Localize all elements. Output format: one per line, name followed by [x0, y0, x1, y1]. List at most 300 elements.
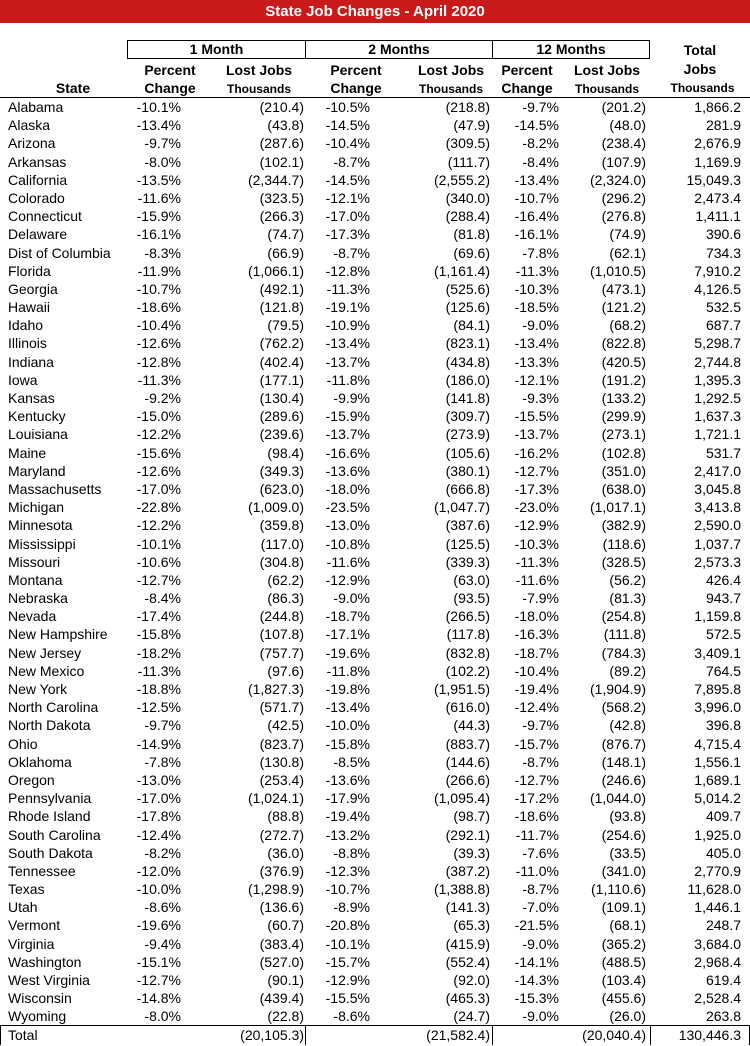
state-name: Wyoming [8, 1008, 67, 1025]
header-percent-2: Percent [330, 62, 382, 78]
lost-jobs-1-month: (527.0) [259, 953, 304, 970]
percent-change-2-months: -9.9% [333, 390, 370, 406]
lost-jobs-2-months: (117.8) [446, 626, 490, 643]
state-name: Louisiana [8, 426, 68, 443]
state-name: Texas [8, 881, 45, 898]
percent-change-2-months: -17.0% [325, 208, 370, 225]
table-row [0, 444, 750, 462]
percent-change-2-months: -13.4% [325, 335, 370, 352]
lost-jobs-12-months: (81.3) [609, 590, 646, 607]
header-percent-12: Percent [501, 62, 553, 78]
percent-change-1-month: -9.4% [144, 935, 181, 952]
percent-change-2-months: -13.7% [325, 353, 370, 370]
percent-change-1-month: -14.8% [136, 990, 181, 1007]
lost-jobs-1-month: (1,066.1) [247, 262, 304, 279]
percent-change-12-months: -7.6% [522, 844, 559, 861]
lost-jobs-12-months: (822.8) [601, 335, 646, 352]
total-jobs: 3,684.0 [694, 935, 741, 952]
lost-jobs-12-months: (420.5) [601, 353, 646, 370]
percent-change-12-months: -9.0% [522, 935, 559, 952]
state-name: Indiana [8, 353, 54, 370]
lost-jobs-2-months: (292.1) [445, 826, 490, 843]
lost-jobs-2-months: (1,951.5) [433, 681, 490, 697]
total-label: Total [8, 1027, 38, 1043]
percent-change-12-months: -12.7% [514, 462, 559, 479]
lost-jobs-1-month: (136.6) [259, 899, 304, 916]
percent-change-12-months: -7.8% [522, 244, 559, 261]
percent-change-2-months: -13.7% [325, 426, 370, 443]
state-name: Minnesota [8, 517, 73, 534]
total-lost-jobs-2-months: (21,582.4) [426, 1027, 490, 1043]
state-table-body [0, 98, 750, 1026]
table-row [0, 1007, 750, 1025]
header-change-2: Change [330, 80, 382, 96]
percent-change-12-months: -21.5% [514, 917, 559, 934]
percent-change-12-months: -11.0% [515, 862, 559, 879]
total-jobs: 281.9 [705, 117, 741, 134]
percent-change-1-month: -9.7% [144, 135, 181, 152]
lost-jobs-1-month: (130.4) [259, 390, 304, 406]
lost-jobs-12-months: (26.0) [609, 1008, 646, 1025]
table-row [0, 498, 750, 516]
lost-jobs-2-months: (883.7) [445, 735, 490, 752]
percent-change-2-months: -18.0% [325, 480, 370, 497]
state-name: New York [8, 681, 68, 697]
percent-change-2-months: -17.1% [325, 626, 370, 643]
lost-jobs-12-months: (201.2) [601, 99, 646, 115]
percent-change-12-months: -9.7% [522, 99, 559, 115]
total-jobs: 1,169.9 [694, 153, 741, 170]
lost-jobs-12-months: (107.9) [601, 153, 646, 170]
total-jobs: 764.5 [705, 662, 741, 679]
total-jobs: 2,968.4 [694, 953, 741, 970]
lost-jobs-2-months: (218.8) [445, 99, 490, 115]
lost-jobs-12-months: (254.8) [601, 608, 646, 625]
lost-jobs-12-months: (93.8) [609, 808, 646, 825]
lost-jobs-1-month: (757.7) [259, 644, 304, 661]
lost-jobs-2-months: (552.4) [445, 953, 490, 970]
lost-jobs-12-months: (876.7) [601, 735, 646, 752]
lost-jobs-12-months: (133.2) [601, 390, 646, 406]
percent-change-2-months: -17.3% [325, 226, 370, 243]
total-jobs: 1,721.1 [694, 426, 741, 443]
percent-change-12-months: -14.5% [514, 117, 559, 134]
lost-jobs-1-month: (359.8) [259, 517, 304, 534]
lost-jobs-12-months: (455.6) [601, 990, 646, 1007]
lost-jobs-2-months: (1,388.8) [433, 881, 490, 898]
lost-jobs-12-months: (328.5) [601, 553, 646, 570]
lost-jobs-12-months: (1,044.0) [589, 790, 646, 807]
lost-jobs-2-months: (832.8) [445, 644, 490, 661]
lost-jobs-12-months: (68.2) [609, 317, 646, 334]
lost-jobs-12-months: (118.6) [602, 535, 646, 552]
lost-jobs-2-months: (39.3) [453, 844, 490, 861]
total-jobs: 263.8 [705, 1008, 741, 1025]
total-jobs-sum: 130,446.3 [678, 1027, 741, 1043]
percent-change-2-months: -9.0% [333, 590, 370, 607]
total-jobs: 1,395.3 [694, 371, 741, 388]
percent-change-1-month: -14.9% [136, 735, 181, 752]
lost-jobs-2-months: (340.0) [445, 189, 490, 206]
table-row [0, 989, 750, 1007]
lost-jobs-12-months: (238.4) [601, 135, 646, 152]
lost-jobs-1-month: (1,827.3) [247, 681, 304, 697]
percent-change-1-month: -12.7% [136, 571, 181, 588]
percent-change-2-months: -19.1% [325, 299, 370, 316]
percent-change-2-months: -8.5% [333, 753, 370, 770]
percent-change-1-month: -12.2% [136, 426, 181, 443]
table-row [0, 316, 750, 334]
total-jobs: 1,866.2 [694, 99, 741, 115]
percent-change-2-months: -8.6% [333, 1008, 370, 1025]
lost-jobs-2-months: (92.0) [453, 972, 490, 988]
percent-change-12-months: -18.7% [514, 644, 559, 661]
lost-jobs-2-months: (1,047.7) [433, 499, 490, 516]
total-jobs: 619.4 [705, 972, 741, 988]
total-jobs: 531.7 [705, 444, 741, 461]
percent-change-2-months: -18.7% [325, 608, 370, 625]
percent-change-2-months: -8.7% [333, 244, 370, 261]
percent-change-12-months: -16.1% [514, 226, 559, 243]
state-name: New Mexico [8, 662, 85, 679]
percent-change-1-month: -17.8% [136, 808, 181, 825]
lost-jobs-1-month: (439.4) [259, 990, 304, 1007]
percent-change-2-months: -10.9% [325, 317, 370, 334]
table-row [0, 680, 750, 698]
lost-jobs-2-months: (102.2) [445, 662, 490, 679]
lost-jobs-1-month: (117.0) [260, 535, 304, 552]
percent-change-2-months: -10.0% [325, 717, 370, 734]
state-name: Kansas [8, 390, 55, 406]
percent-change-2-months: -17.9% [325, 790, 370, 807]
state-name: West Virginia [8, 972, 90, 988]
lost-jobs-1-month: (349.3) [259, 462, 304, 479]
percent-change-1-month: -8.3% [144, 244, 181, 261]
lost-jobs-1-month: (244.8) [259, 608, 304, 625]
percent-change-1-month: -15.8% [136, 626, 181, 643]
table-row [0, 935, 750, 953]
state-name: Nevada [8, 608, 57, 625]
table-row [0, 880, 750, 898]
percent-change-1-month: -13.0% [136, 771, 181, 788]
lost-jobs-1-month: (79.5) [267, 317, 304, 334]
lost-jobs-12-months: (1,904.9) [589, 681, 646, 697]
total-jobs: 2,744.8 [694, 353, 741, 370]
lost-jobs-1-month: (210.4) [259, 99, 304, 115]
lost-jobs-12-months: (246.6) [601, 771, 646, 788]
percent-change-12-months: -9.3% [522, 390, 559, 406]
lost-jobs-2-months: (111.7) [447, 153, 490, 170]
percent-change-1-month: -19.6% [136, 917, 181, 934]
percent-change-12-months: -12.7% [514, 771, 559, 788]
percent-change-1-month: -17.4% [136, 608, 181, 625]
lost-jobs-12-months: (1,017.1) [589, 499, 646, 516]
table-row [0, 662, 750, 680]
state-name: Utah [8, 899, 38, 916]
table-row [0, 389, 750, 407]
percent-change-12-months: -18.6% [514, 808, 559, 825]
header-lost-jobs-2: Lost Jobs [417, 62, 485, 78]
percent-change-1-month: -11.3% [137, 371, 181, 388]
percent-change-12-months: -17.2% [514, 790, 559, 807]
lost-jobs-2-months: (84.1) [453, 317, 490, 334]
table-row [0, 171, 750, 189]
percent-change-2-months: -19.6% [325, 644, 370, 661]
state-name: Iowa [8, 371, 38, 388]
lost-jobs-12-months: (68.1) [609, 917, 646, 934]
percent-change-1-month: -8.0% [144, 153, 181, 170]
lost-jobs-12-months: (488.5) [601, 953, 646, 970]
percent-change-2-months: -16.6% [325, 444, 370, 461]
table-row [0, 826, 750, 844]
lost-jobs-12-months: (254.6) [601, 826, 646, 843]
percent-change-1-month: -12.5% [136, 699, 181, 716]
table-row [0, 953, 750, 971]
lost-jobs-12-months: (365.2) [601, 935, 646, 952]
state-name: Washington [8, 953, 82, 970]
percent-change-12-months: -16.2% [514, 444, 559, 461]
lost-jobs-2-months: (616.0) [445, 699, 490, 716]
total-jobs: 2,573.3 [694, 553, 741, 570]
table-row [0, 462, 750, 480]
total-jobs: 687.7 [705, 317, 741, 334]
lost-jobs-12-months: (191.2) [601, 371, 646, 388]
lost-jobs-2-months: (434.8) [445, 353, 490, 370]
lost-jobs-12-months: (121.2) [601, 299, 646, 316]
percent-change-2-months: -8.8% [333, 844, 370, 861]
percent-change-1-month: -12.2% [136, 517, 181, 534]
total-jobs: 1,292.5 [694, 390, 741, 406]
lost-jobs-2-months: (266.6) [445, 771, 490, 788]
percent-change-12-months: -13.4% [514, 335, 559, 352]
lost-jobs-12-months: (638.0) [601, 480, 646, 497]
state-name: Arizona [8, 135, 56, 152]
percent-change-1-month: -10.1% [136, 535, 181, 552]
table-row [0, 407, 750, 425]
lost-jobs-1-month: (272.7) [259, 826, 304, 843]
page-title: State Job Changes - April 2020 [0, 0, 750, 23]
percent-change-12-months: -15.5% [514, 408, 559, 425]
lost-jobs-1-month: (66.9) [267, 244, 304, 261]
lost-jobs-1-month: (2,344.7) [247, 171, 304, 188]
lost-jobs-12-months: (74.9) [609, 226, 646, 243]
table-row [0, 516, 750, 534]
total-jobs: 3,045.8 [694, 480, 741, 497]
percent-change-2-months: -11.8% [326, 662, 370, 679]
total-jobs: 2,528.4 [694, 990, 741, 1007]
header-thousands-1: Thousands [226, 82, 291, 96]
total-jobs: 2,590.0 [694, 517, 741, 534]
lost-jobs-12-months: (1,110.6) [591, 881, 646, 898]
lost-jobs-2-months: (141.8) [445, 390, 490, 406]
percent-change-12-months: -13.3% [514, 353, 559, 370]
lost-jobs-1-month: (253.4) [259, 771, 304, 788]
lost-jobs-2-months: (24.7) [453, 1008, 490, 1025]
percent-change-1-month: -9.7% [144, 717, 181, 734]
percent-change-1-month: -18.6% [136, 299, 181, 316]
total-jobs: 405.0 [705, 844, 741, 861]
lost-jobs-1-month: (36.0) [267, 844, 304, 861]
table-row [0, 916, 750, 934]
table-row [0, 862, 750, 880]
percent-change-1-month: -9.2% [144, 390, 181, 406]
table-row [0, 607, 750, 625]
total-jobs: 1,925.0 [694, 826, 741, 843]
percent-change-1-month: -12.8% [136, 353, 181, 370]
lost-jobs-12-months: (568.2) [601, 699, 646, 716]
total-jobs: 1,637.3 [694, 408, 741, 425]
lost-jobs-1-month: (88.8) [267, 808, 304, 825]
lost-jobs-1-month: (571.7) [259, 699, 304, 716]
lost-jobs-2-months: (93.5) [453, 590, 490, 607]
percent-change-1-month: -17.0% [136, 790, 181, 807]
lost-jobs-12-months: (351.0) [601, 462, 646, 479]
table-row [0, 898, 750, 916]
percent-change-12-months: -10.4% [514, 662, 559, 679]
percent-change-2-months: -15.9% [325, 408, 370, 425]
percent-change-12-months: -12.1% [514, 371, 559, 388]
percent-change-12-months: -9.0% [522, 1008, 559, 1025]
lost-jobs-2-months: (81.8) [453, 226, 490, 243]
lost-jobs-2-months: (144.6) [445, 753, 490, 770]
percent-change-1-month: -13.4% [136, 117, 181, 134]
lost-jobs-1-month: (107.8) [259, 626, 304, 643]
percent-change-12-months: -12.4% [514, 699, 559, 716]
percent-change-2-months: -10.7% [325, 881, 370, 898]
percent-change-2-months: -11.8% [326, 371, 370, 388]
percent-change-12-months: -19.4% [514, 681, 559, 697]
table-row [0, 134, 750, 152]
lost-jobs-2-months: (339.3) [445, 553, 490, 570]
percent-change-2-months: -12.3% [325, 862, 370, 879]
percent-change-2-months: -12.1% [325, 189, 370, 206]
percent-change-1-month: -11.3% [137, 662, 181, 679]
lost-jobs-1-month: (74.7) [267, 226, 304, 243]
total-jobs: 7,910.2 [694, 262, 741, 279]
lost-jobs-1-month: (62.2) [267, 571, 304, 588]
percent-change-2-months: -11.6% [326, 553, 370, 570]
state-name: Hawaii [8, 299, 51, 316]
lost-jobs-2-months: (63.0) [453, 571, 490, 588]
lost-jobs-2-months: (525.6) [445, 280, 490, 297]
percent-change-1-month: -7.8% [144, 753, 181, 770]
percent-change-2-months: -11.3% [326, 280, 370, 297]
percent-change-12-months: -23.0% [514, 499, 559, 516]
header-change-1: Change [144, 80, 196, 96]
state-name: Florida [8, 262, 51, 279]
state-name: Illinois [8, 335, 47, 352]
header-thousands-12: Thousands [574, 82, 639, 96]
lost-jobs-1-month: (43.8) [267, 117, 304, 134]
percent-change-1-month: -12.7% [136, 972, 181, 988]
total-jobs: 11,628.0 [687, 881, 741, 898]
percent-change-12-months: -8.4% [522, 153, 559, 170]
state-name: South Carolina [8, 826, 101, 843]
lost-jobs-2-months: (141.3) [445, 899, 490, 916]
table-row [0, 189, 750, 207]
header-lost-jobs-1: Lost Jobs [225, 62, 293, 78]
lost-jobs-1-month: (1,298.9) [247, 881, 304, 898]
table-row [0, 480, 750, 498]
percent-change-12-months: -14.3% [514, 972, 559, 988]
percent-change-12-months: -18.5% [514, 299, 559, 316]
percent-change-2-months: -15.8% [325, 735, 370, 752]
group-header-1-month: 1 Month [127, 40, 306, 59]
table-row [0, 844, 750, 862]
lost-jobs-2-months: (666.8) [445, 480, 490, 497]
lost-jobs-1-month: (130.8) [259, 753, 304, 770]
lost-jobs-2-months: (415.9) [445, 935, 490, 952]
state-name: Michigan [8, 499, 65, 516]
lost-jobs-1-month: (86.3) [267, 590, 304, 607]
percent-change-12-months: -11.3% [515, 553, 559, 570]
percent-change-2-months: -12.9% [325, 571, 370, 588]
lost-jobs-1-month: (42.5) [267, 717, 304, 734]
percent-change-2-months: -10.4% [325, 135, 370, 152]
total-jobs: 15,049.3 [686, 171, 741, 188]
percent-change-2-months: -13.2% [325, 826, 370, 843]
total-jobs: 3,413.8 [694, 499, 741, 516]
lost-jobs-12-months: (1,010.5) [589, 262, 646, 279]
lost-jobs-1-month: (383.4) [259, 935, 304, 952]
table-row [0, 571, 750, 589]
percent-change-2-months: -15.7% [325, 953, 370, 970]
percent-change-2-months: -19.8% [325, 681, 370, 697]
lost-jobs-1-month: (98.4) [267, 444, 304, 461]
percent-change-2-months: -10.5% [325, 99, 370, 115]
percent-change-2-months: -14.5% [325, 117, 370, 134]
percent-change-12-months: -8.7% [522, 753, 559, 770]
lost-jobs-2-months: (387.6) [445, 517, 490, 534]
lost-jobs-1-month: (762.2) [259, 335, 304, 352]
table-row [0, 789, 750, 807]
percent-change-12-months: -11.3% [515, 262, 559, 279]
percent-change-12-months: -10.3% [514, 535, 559, 552]
lost-jobs-1-month: (121.8) [259, 299, 304, 316]
total-jobs: 943.7 [705, 590, 741, 607]
lost-jobs-12-months: (382.9) [601, 517, 646, 534]
percent-change-1-month: -15.0% [136, 408, 181, 425]
total-jobs: 396.8 [705, 717, 741, 734]
group-header-12-months: 12 Months [492, 40, 650, 59]
table-row [0, 753, 750, 771]
state-name: North Carolina [8, 699, 99, 716]
state-name: Ohio [8, 735, 38, 752]
percent-change-1-month: -10.4% [136, 317, 181, 334]
total-jobs: 734.3 [705, 244, 741, 261]
percent-change-12-months: -13.4% [514, 171, 559, 188]
percent-change-12-months: -8.7% [522, 881, 559, 898]
state-name: Delaware [8, 226, 68, 243]
lost-jobs-1-month: (304.8) [259, 553, 304, 570]
lost-jobs-12-months: (56.2) [609, 571, 646, 588]
percent-change-1-month: -10.1% [136, 99, 181, 115]
lost-jobs-2-months: (98.7) [453, 808, 490, 825]
percent-change-1-month: -10.7% [136, 280, 181, 297]
total-jobs: 248.7 [705, 917, 741, 934]
state-name: New Jersey [8, 644, 82, 661]
table-row [0, 716, 750, 734]
state-name: Tennessee [8, 862, 76, 879]
state-name: California [8, 171, 68, 188]
lost-jobs-2-months: (266.5) [445, 608, 490, 625]
percent-change-12-months: -11.7% [515, 826, 559, 843]
state-name: Dist of Columbia [8, 244, 111, 261]
state-name: Kentucky [8, 408, 66, 425]
state-name: Massachusetts [8, 480, 102, 497]
total-jobs: 572.5 [705, 626, 741, 643]
percent-change-12-months: -18.0% [514, 608, 559, 625]
